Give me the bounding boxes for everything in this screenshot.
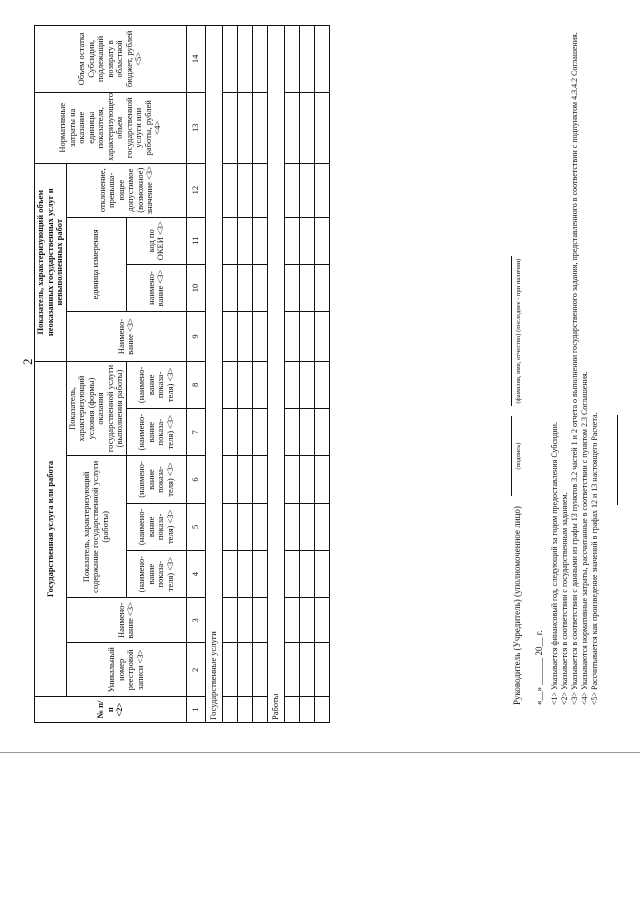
section-works-label: Работы [267,26,284,723]
empty-row [222,26,237,723]
col-index: 11 [186,217,205,264]
date-line: «__» ______ 20__ г. [534,630,544,705]
col-index: 2 [186,643,205,697]
header-indicator-name: (наимено-вание показа-теля) <3> [126,550,186,597]
header-unique-number: Уникальный номер реестровой записи <3> [66,643,186,697]
header-volume-name: Наимено-вание <3> [66,312,186,361]
header-deviation: отклонение, превыша-ющее допустимое (возможное) значение <3> [66,163,186,217]
col-index: 6 [186,456,205,503]
empty-row [299,26,314,723]
section-works-row [267,26,284,723]
header-remaining-volume: Объем остатка Субсидии, подлежащий возврату в областной бюджет, рублей <5> [35,26,187,93]
col-index: 3 [186,598,205,643]
empty-row [237,26,252,723]
col-index: 7 [186,409,205,456]
header-row-1 [35,26,67,723]
column-index-row [186,26,205,723]
header-name: Наимено-вание <3> [66,598,186,643]
name-blank [500,256,512,406]
header-unit-name: наимено-вание <3> [126,264,186,311]
signature-line [500,25,522,705]
col-index: 10 [186,264,205,311]
col-index: 4 [186,550,205,597]
footnotes [550,25,600,705]
name-hint: (фамилия, имя, отчество) (последнее - при наличии) [515,258,522,404]
col-index: 13 [186,92,205,163]
footnote: <5> Рассчитывается как произведение значений в графах 12 и 13 настоящего Расчета. [590,412,599,705]
header-content-group: Показатель, характеризующий содержание государственной услуги (работы) [66,456,126,598]
col-index: 12 [186,163,205,217]
col-index: 8 [186,361,205,408]
header-indicator-name: (наимено-вание показа-теля) <3> [126,409,186,456]
col-index: 9 [186,312,205,361]
footnote: <4> Указываются нормативные затраты, рассчитанные в соответствии с пунктом 2.3 Соглашения. [580,371,589,705]
header-unit-group: единица измерения [66,217,126,312]
col-index: 14 [186,26,205,93]
header-norm-costs: Нормативные затраты на оказание единицы показателя, характеризующего объем государственной услуги или работы, рублей <4> [35,92,187,163]
header-indicator-name: (наимено-вание показа-теля) <3> [126,361,186,408]
closing-rule [617,415,618,505]
subsidy-calculation-table [34,25,330,723]
empty-row [284,26,299,723]
header-unit-okei: код по ОКЕИ <3> [126,217,186,264]
header-col-number: № п/п <2> [35,697,187,723]
header-volume-group: Показатель, характеризующий объем неоказанных государственных услуг и невыполненных работ [35,163,67,361]
section-services-row [205,26,222,723]
head-label: Руководитель (Учредитель) (уполномоченное лицо) [512,506,522,705]
footnote: <1> Указывается финансовый год, следующий за годом предоставления Субсидии. [550,422,559,705]
col-index: 5 [186,503,205,550]
section-services-label: Государственные услуги [205,26,222,723]
page-number: 2 [20,358,35,365]
header-conditions-group: Показатель, характеризующий условия (формы) оказания государственной услуги (выполнения работы) [66,361,126,456]
header-service-group: Государственная услуга или работа [35,361,67,697]
col-index: 1 [186,697,205,723]
signature-footer [500,25,600,705]
empty-row [314,26,329,723]
footnote: <3> Указывается в соответствии с данными из графы 13 пунктов 3.2 частей 1 и 2 отчета о выполнении государственного задания, представленного в соответствии с подпунктом 4.3.4.2 Соглашения. [570,32,579,705]
signature-blank [500,416,512,496]
empty-row [252,26,267,723]
header-indicator-name: (наимено-вание показа-теля) <3> [126,456,186,503]
header-indicator-name: (наимено-вание показа-теля) <3> [126,503,186,550]
footnote: <2> Указывается в соответствии с государственным заданием. [560,492,569,705]
sign-hint: (подпись) [515,442,522,470]
